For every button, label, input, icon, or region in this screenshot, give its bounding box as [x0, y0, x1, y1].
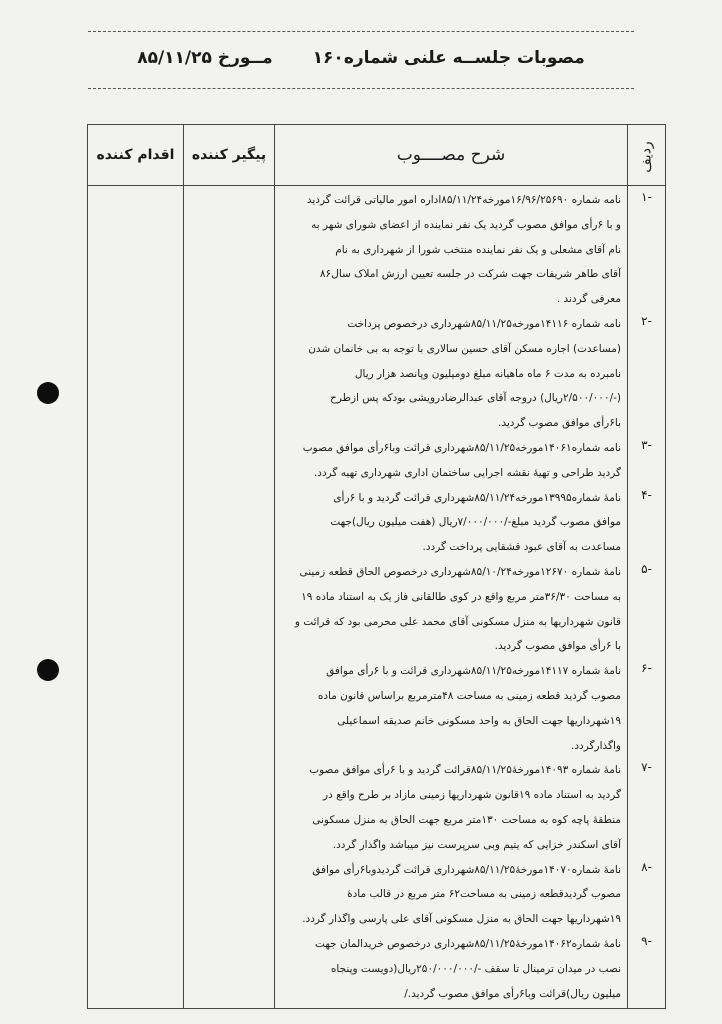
- resolution-line: گردید طراحی و تهیهٔ نقشه اجرایی ساختمان اداری شهرداری تهیه گردد.: [313, 466, 621, 479]
- column-header-row-number: ردیف: [628, 125, 666, 186]
- resolution-item: [279, 312, 621, 436]
- resolution-line: موافق مصوب گردید مبلغ-/۷/۰۰۰/۰۰۰ریال (هفت میلیون ریال)جهت: [330, 516, 621, 529]
- resolution-line: آقای اسکندر خزایی که یتیم وبی سرپرست نیز میباشد واگذار گردد.: [332, 838, 621, 851]
- document-header: [88, 38, 634, 78]
- table-body-row: [88, 186, 666, 1009]
- resolution-line: منطقهٔ پاچه کوه به مساحت ۱۳۰متر مربع جهت الحاق به منزل مسکونی: [312, 813, 621, 826]
- document-date: مــورخ ۸۵/۱۱/۲۵: [137, 48, 273, 68]
- document-title: مصوبات جلســه علنی شماره۱۶۰: [312, 48, 585, 68]
- resolution-line: میلیون ریال)قرائت وبا۶رأی موافق مصوب گردید./: [404, 987, 621, 1000]
- resolution-line: نامهٔ شماره۱۴۰۶۲مورخهٔ۸۵/۱۱/۲۵شهرداری درخصوص خریدالمان جهت: [315, 937, 621, 950]
- follower-column: [184, 186, 275, 1009]
- item-number: -۹: [641, 933, 652, 948]
- table-header-row: [88, 125, 666, 186]
- resolution-line: واگذارگردد.: [571, 739, 621, 752]
- item-number: -۷: [641, 760, 652, 775]
- resolution-item: [279, 486, 621, 560]
- resolution-line: نصب در میدان ترمینال تا سقف -/۲۵۰/۰۰۰/۰۰۰ریال(دویست وپنجاه: [330, 962, 621, 975]
- resolution-item: [279, 436, 621, 486]
- item-number: -۸: [641, 859, 652, 874]
- item-number: -۱: [641, 190, 652, 204]
- column-header-description: شرح مصــــوب: [275, 125, 628, 186]
- resolution-line: نامهٔ شماره ۱۲۶۷۰مورخه۸۵/۱۰/۲۴شهرداری درخصوص الحاق قطعه زمینی: [299, 565, 621, 578]
- resolution-line: نامهٔ شماره۱۳۹۹۵مورخه۸۵/۱۱/۲۴شهرداری قرائت گردید و با ۶رأی: [333, 491, 621, 504]
- resolution-line: قانون شهرداریها به منزل مسکونی آقای محمد علی محرمی بود که قرائت و: [294, 615, 621, 628]
- header-divider: [88, 31, 634, 32]
- header-divider: [88, 88, 634, 89]
- resolution-line: با ۶رأی موافق مصوب گردید.: [494, 640, 621, 653]
- resolution-line: گردید به استناد ماده ۱۹قانون شهرداریها زمینی مازاد بر طرح واقع در: [323, 789, 621, 802]
- resolution-item: [279, 758, 621, 857]
- row-number-column: [628, 186, 666, 1009]
- resolution-line: مصوب گردید قطعه زمینی به مساحت ۴۸مترمربع براساس قانون ماده: [317, 689, 621, 702]
- resolution-line: ۱۹شهرداریها جهت الحاق به منزل مسکونی آقای علی پارسی واگذار گردد.: [302, 913, 621, 926]
- resolution-line: (-/۲/۵۰۰/۰۰۰ریال) دروجه آقای عبدالرضادرویشی بودکه پس ازطرح: [330, 392, 621, 405]
- resolution-item: [279, 858, 621, 932]
- resolution-line: نامه شماره ۱۶/۹۶/۲۵۶۹۰مورخه۸۵/۱۱/۲۴اداره امور مالیاتی قرائت گردید: [306, 194, 621, 206]
- item-number: -۶: [641, 661, 652, 676]
- resolution-line: نامهٔ شماره ۱۴۱۱۷مورخه۸۵/۱۱/۲۵شهرداری قرائت و با ۶رأی موافق: [326, 665, 621, 678]
- resolution-line: نام آقای مشعلی و یک نفر نماینده منتخب شورا از شهرداری به نام: [335, 243, 621, 256]
- resolution-item: [279, 560, 621, 659]
- resolutions-table: [87, 124, 666, 1009]
- item-number: -۳: [641, 438, 652, 452]
- resolution-item: [279, 659, 621, 758]
- punch-hole: [37, 659, 59, 681]
- resolution-line: نامبرده به مدت ۶ ماه ماهیانه مبلغ دومیلیون وپانصد هزار ریال: [354, 367, 621, 380]
- resolution-item: [279, 932, 621, 1006]
- resolution-line: نامه شماره۱۴۰۶۱مورخه۸۵/۱۱/۲۵شهرداری قرائت وبا۶رأی موافق مصوب: [302, 441, 621, 454]
- resolution-line: نامهٔ شماره۱۴۰۷۰مورخهٔ۸۵/۱۱/۲۵شهرداری قرائت گردیدوبا۶رأی موافق: [312, 863, 621, 876]
- resolution-line: نامهٔ شماره ۱۴۰۹۳مورخهٔ۸۵/۱۱/۲۵قرائت گردید و با ۶رأی موافق مصوب: [309, 764, 621, 777]
- column-header-follower: پیگیر کننده: [184, 125, 275, 186]
- actor-column: [88, 186, 184, 1009]
- description-column: [275, 186, 628, 1009]
- resolution-line: و با ۶رأی موافق مصوب گردید یک نفر نماینده از اعضای شورای شهر به: [311, 218, 621, 231]
- resolution-line: آقای طاهر شریفات جهت شرکت در جلسه تعیین ارزش املاک سال۸۶: [319, 268, 621, 281]
- resolution-item: [279, 188, 621, 312]
- punch-hole: [37, 382, 59, 404]
- resolution-line: (مساعدت) اجاره مسکن آقای حسین سالاری با توجه به بی خانمان شدن: [308, 342, 621, 355]
- resolution-line: مساعدت به آقای عبود قشقایی پرداخت گردد.: [422, 541, 621, 554]
- resolution-line: معرفی گردند .: [556, 293, 621, 306]
- item-number: -۵: [641, 561, 652, 576]
- resolution-line: نامه شماره ۱۴۱۱۶مورخه۸۵/۱۱/۲۵شهرداری درخصوص پرداخت: [347, 317, 621, 330]
- resolution-line: با۶رأی موافق مصوب گردید.: [497, 417, 621, 430]
- resolution-line: ۱۹شهرداریها جهت الحاق به واحد مسکونی خانم صدیقه اسماعیلی: [337, 714, 621, 727]
- resolution-line: مصوب گردیدقطعه زمینی به مساحت۶۲ متر مربع در قالب مادهٔ: [347, 888, 621, 901]
- item-number: -۲: [641, 314, 652, 328]
- item-number: -۴: [641, 487, 652, 502]
- column-header-actor: اقدام کننده: [88, 125, 184, 186]
- resolution-line: به مساحت ۳۶/۳۰متر مربع واقع در کوی طالقانی فاز یک به استناد ماده ۱۹: [301, 590, 621, 603]
